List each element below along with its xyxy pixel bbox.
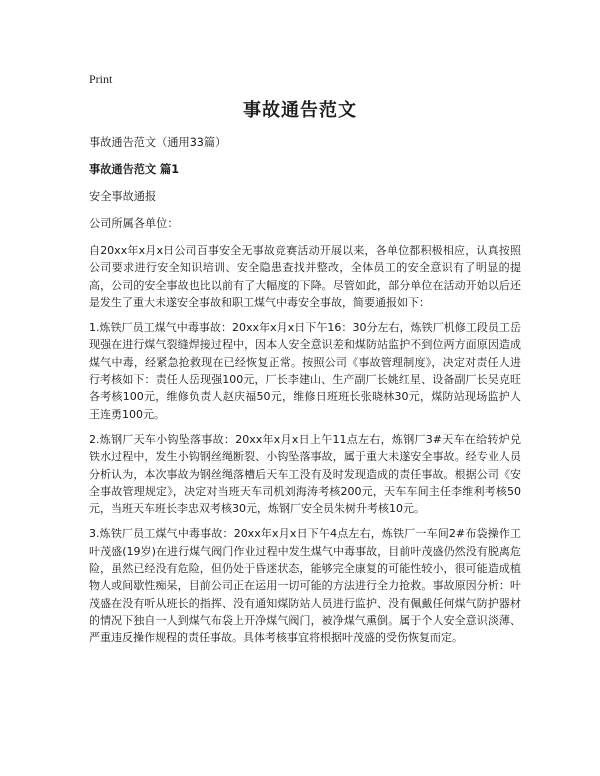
notice-title: 安全事故通报 bbox=[89, 190, 157, 203]
document-subtitle: 事故通告范文（通用33篇） bbox=[89, 136, 227, 149]
paragraph-incident-1: 1.炼铁厂员工煤气中毒事故：20xx年x月x日下午16：30分左右，炼铁厂机修工段员工岳现强在进行煤气裂缝焊接过程中，因本人安全意识差和煤防站监护不到位两方面原因造成煤气中毒，经紧急抢救现在已经恢复正常。按照公司《事故管理制度》，决定对责任人进行考核如下：责任人岳现强100元，厂长李建山、生产副厂长姚红星、设备副厂长吴克旺各考核100元，维修负责人赵庆福50元，维修日班班长张晓林30元，煤防站现场监护人王连勇100元。 bbox=[89, 321, 521, 421]
paragraph-incident-3: 3.炼铁厂员工煤气中毒事故：20xx年x月x日下午4点左右，炼铁厂一车间2#布袋操作工叶茂盛(19岁)在进行煤气阀门作业过程中发生煤气中毒事故，目前叶茂盛仍然没有脱离危险，虽然已经没有危险，但仍处于昏迷状态，能够完全康复的可能性较小，很可能造成植物人或间歇性痴呆，目前公司正在运用一切可能的方法进行全力抢救。事故原因分析：叶茂盛在没有听从班长的指挥、没有通知煤防站人员进行监护、没有佩戴任何煤气防护器材的情况下独自一人到煤气布袋上开净煤气阀门，被净煤气熏倒。属于个人安全意识淡薄、严重违反操作规程的责任事故。具体考核事宜将根据叶茂盛的受伤恢复而定。 bbox=[89, 527, 521, 645]
document-body bbox=[89, 134, 521, 655]
paragraph-incident-2: 2.炼钢厂天车小钩坠落事故：20xx年x月x日上午11点左右，炼钢厂3#天车在给转炉兑铁水过程中，发生小钩钢丝绳断裂、小钩坠落事故，属于重大未遂安全事故。经专业人员分析认为，本次事故为钢丝绳落槽后天车工没有及时发现造成的责任事故。根据公司《安全事故管理规定》，决定对当班天车司机刘海涛考核200元，天车车间主任李维利考核50元，当班天车班长李忠双考核30元，炼钢厂安全员朱树升考核10元。 bbox=[89, 432, 521, 516]
recipients-line: 公司所属各单位： bbox=[89, 217, 179, 230]
paragraph-intro: 自20xx年x月x日公司百事安全无事故竞赛活动开展以来，各单位都积极相应，认真按照公司要求进行安全知识培训、安全隐患查找并整改，全体员工的安全意识有了明显的提高，公司的安全事故也比以前有了大幅度的下降。尽管如此，部分单位在活动开始以后还是发生了重大未遂安全事故和职工煤气中毒安全事故，简要通报如下： bbox=[89, 244, 521, 309]
print-label: Print bbox=[89, 72, 113, 86]
section-heading: 事故通告范文 篇1 bbox=[89, 163, 179, 176]
document-title: 事故通告范文 bbox=[243, 100, 357, 121]
